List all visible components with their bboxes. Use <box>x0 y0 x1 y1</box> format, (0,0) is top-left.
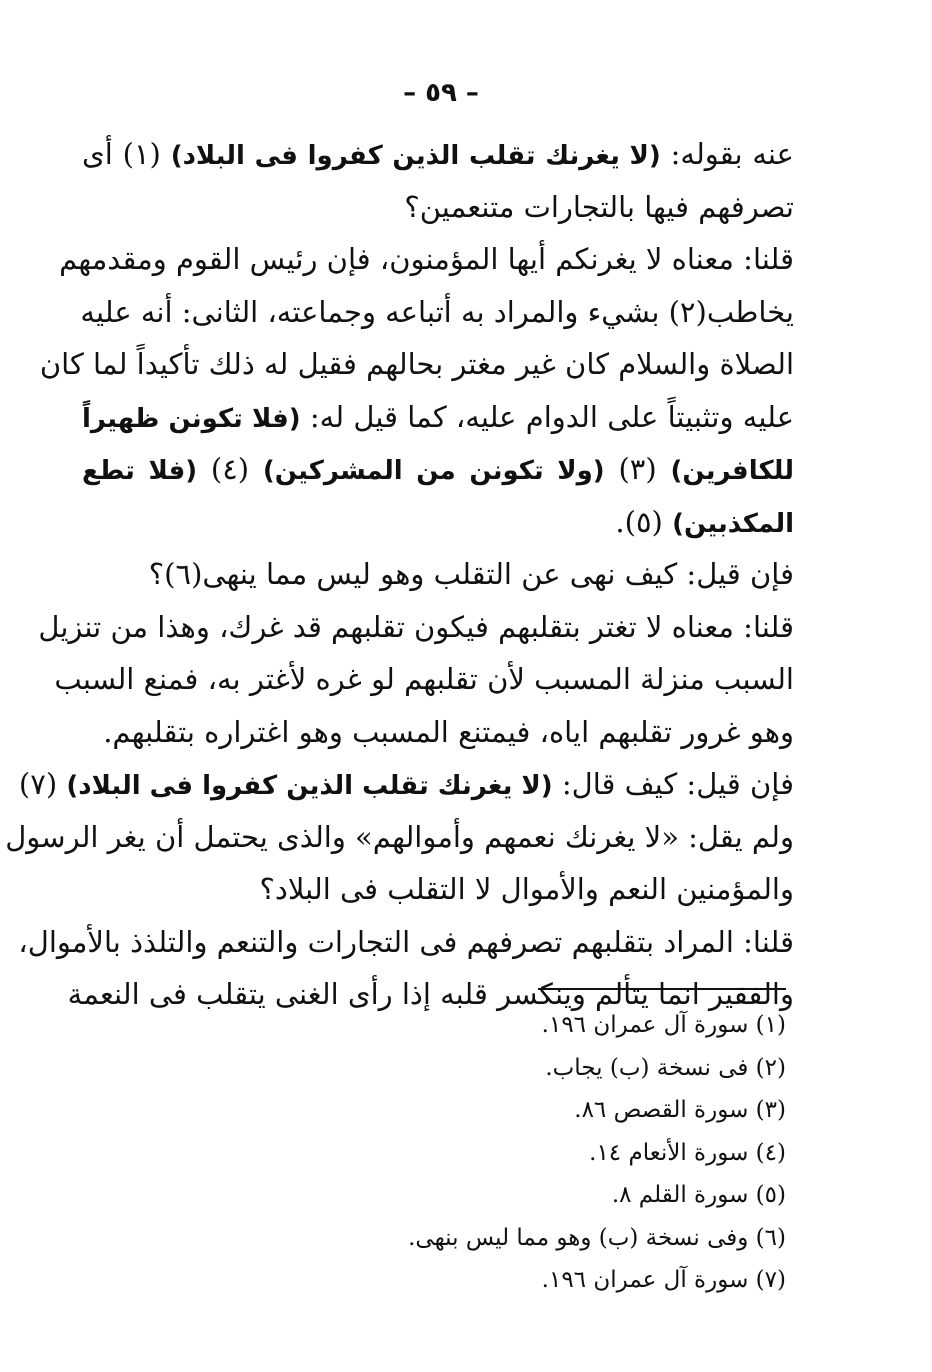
text-segment: والمؤمنين النعم والأموال لا التقلب فى البلاد؟ <box>259 872 794 906</box>
text-segment: (٥). <box>615 504 673 539</box>
footnote: (٣) سورة القصص ٨٦. <box>574 1097 786 1123</box>
text-line <box>18 916 794 969</box>
footnote: (٧) سورة آل عمران ١٩٦. <box>541 1267 786 1293</box>
footnotes <box>200 1004 786 1302</box>
footnote: (٢) فى نسخة (ب) يجاب. <box>545 1054 786 1081</box>
text-line <box>82 443 794 496</box>
text-line <box>82 391 794 444</box>
text-line <box>54 653 794 706</box>
text-segment: (٤) <box>197 452 263 486</box>
text-line <box>82 548 794 601</box>
text-segment: فإن قيل: كيف نهى عن التقلب وهو ليس مما ينهى(٦)؟ <box>148 557 794 591</box>
text-segment: ولم يقل: «لا يغرنك نعمهم وأموالهم» والذى يحتمل أن يغر الرسول <box>5 819 794 854</box>
text-segment: عنه بقوله: <box>660 137 794 171</box>
text-segment: (٣) <box>604 452 671 486</box>
quran-quote: المكذبين) <box>672 508 794 539</box>
text-line <box>59 233 794 286</box>
footnote: (٤) سورة الأنعام ١٤. <box>589 1139 786 1166</box>
text-segment: السبب منزلة المسبب لأن تقلبهم لو غره لأغتر به، فمنع السبب <box>54 662 794 696</box>
text-line <box>82 863 794 916</box>
quran-quote: (ولا تكونن من المشركين) <box>262 456 605 486</box>
text-segment: تصرفهم فيها بالتجارات متنعمين؟ <box>404 189 794 224</box>
text-segment: قلنا: معناه لا تغتر بتقلبهم فيكون تقلبهم قد غرك، وهذا من تنزيل <box>38 609 794 644</box>
text-line <box>5 811 794 864</box>
footnote: (٥) سورة القلم ٨. <box>611 1182 786 1208</box>
text-segment: والفقير انما يتألم وينكسر قلبه إذا رأى الغنى يتقلب فى النعمة <box>67 977 794 1011</box>
quran-quote: (فلا تطع <box>82 456 198 486</box>
quran-quote: (فلا تكونن ظهيراً <box>82 403 301 434</box>
text-segment: (١) أى <box>82 137 171 171</box>
text-segment: وهو غرور تقلبهم اياه، فيمتنع المسبب وهو اغتراره بتقلبهم. <box>103 714 794 749</box>
text-line <box>82 286 794 339</box>
text-segment: فإن قيل: كيف قال: <box>552 767 794 801</box>
main-text <box>5 128 794 1021</box>
footnote: (١) سورة آل عمران ١٩٦. <box>541 1012 786 1038</box>
quran-quote: (لا يغرنك تقلب الذين كفروا فى البلاد) <box>170 141 661 171</box>
text-line <box>39 338 794 391</box>
quran-quote: (لا يغرنك تقلب الذين كفروا فى البلاد) <box>66 771 553 801</box>
text-segment: قلنا: معناه لا يغرنكم أيها المؤمنون، فإن رئيس القوم ومقدمهم <box>59 242 794 276</box>
text-segment: عليه وتثبيتاً على الدوام عليه، كما قيل له: <box>300 399 794 434</box>
text-line <box>38 601 794 654</box>
text-line <box>18 758 794 811</box>
text-segment: الصلاة والسلام كان غير مغتر بحالهم فقيل له ذلك تأكيداً لما كان <box>39 347 794 381</box>
text-line <box>82 181 794 234</box>
text-segment: يخاطب(٢) بشيء والمراد به أتباعه وجماعته، الثانى: أنه عليه <box>80 294 794 329</box>
quran-quote: للكافرين) <box>670 456 794 486</box>
text-segment: (٧) <box>18 767 67 801</box>
footnote-divider <box>538 988 786 990</box>
page-number: – ٥٩ – <box>403 78 479 108</box>
text-line <box>82 706 794 759</box>
text-segment: قلنا: المراد بتقلبهم تصرفهم فى التجارات والتنعم والتلذذ بالأموال، <box>18 924 794 959</box>
text-line <box>82 128 794 181</box>
text-line <box>82 496 794 549</box>
footnote: (٦) وفى نسخة (ب) وهو مما ليس بنهى. <box>408 1224 786 1251</box>
